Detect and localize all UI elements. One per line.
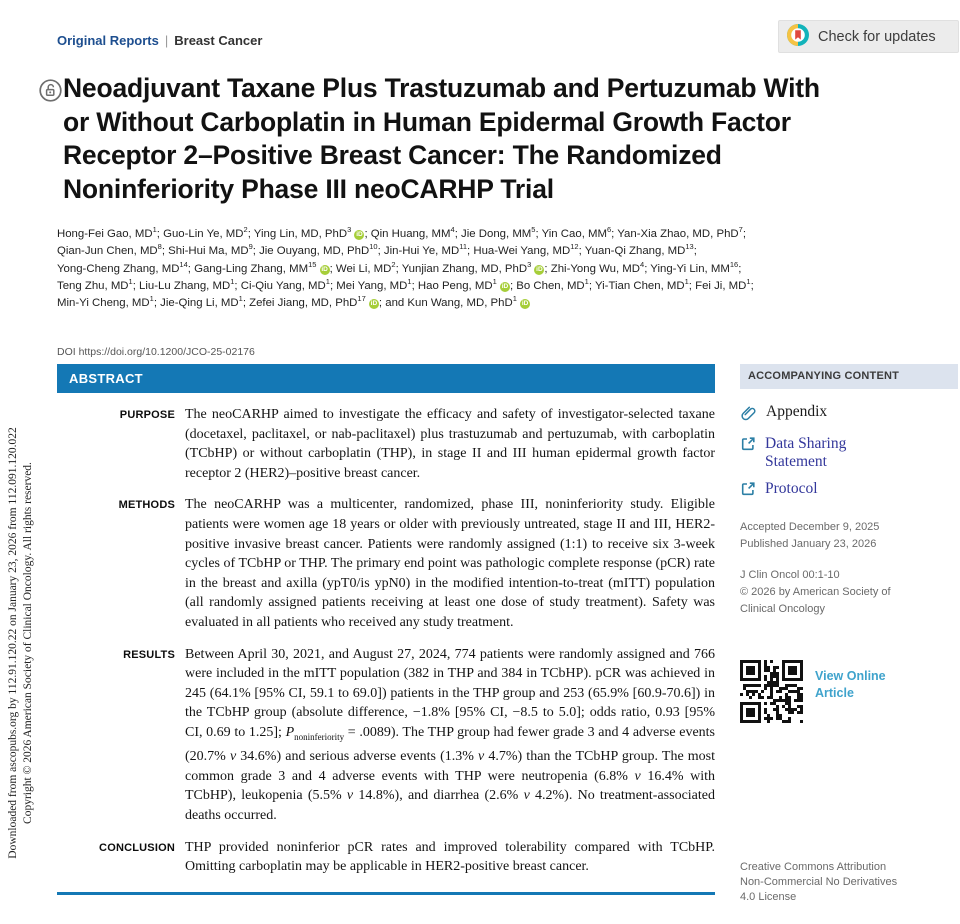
abstract-heading: ABSTRACT: [57, 364, 715, 393]
accompanying-content-sidebar: [740, 364, 958, 924]
check-for-updates-label: Check for updates: [818, 28, 936, 45]
accepted-date: Accepted December 9, 2025: [740, 521, 880, 533]
orcid-icon: iD: [370, 300, 378, 308]
citation-block: [740, 567, 958, 618]
check-for-updates-button[interactable]: [778, 20, 959, 53]
accompanying-links: [740, 403, 958, 502]
abstract-section-label: METHODS: [118, 499, 175, 512]
watermark-line-1: Downloaded from ascopubs.org by 112.91.120.22 on January 23, 2026 from 112.091.120.022: [7, 427, 19, 859]
protocol-label: Protocol: [765, 480, 818, 497]
paperclip-icon: [740, 403, 757, 426]
qr-block: [740, 660, 958, 728]
license-text: Creative Commons Attribution Non-Commercial No Derivatives 4.0 License: [740, 861, 898, 903]
copyright-line-2: Clinical Oncology: [740, 603, 825, 615]
abstract-section-text: Between April 30, 2021, and August 27, 2024, 774 patients were randomly assigned and 766 were included in the mITT population (382 in THP and 384 in TCbHP). pCR was achieved in 245 (64.1% [95% CI, 59.1 to 69.0]) patients in the THP group and 253 (65.9% [60.9-70.6]) in the TCbHP group (absolute difference, −1.8% [95% CI, −8.5 to 5.0]; odds ratio, 0.93 [95% CI, 0.69 to 1.25]; $P_{noninferiority} = .0089$). The THP group had fewer grade 3 and 4 adverse events (20.7% v 34.6%) and serious adverse events (1.3% v 4.7%) than the TCbHP group. The most common grade 3 and 4 adverse events with THP were neutropenia (6.8% v 16.4% with TCbHP), leukopenia (5.5% v 14.8%), and diarrhea (2.6% v 4.2%). No treatment-associated deaths occurred.: [185, 646, 716, 824]
orcid-icon: iD: [501, 282, 509, 290]
article-section-label: Original Reports: [57, 33, 159, 48]
article-title: Neoadjuvant Taxane Plus Trastuzumab and Pertuzumab With or Without Carboplatin in Human Epidermal Growth Factor Receptor 2–Positive Breast Cancer: The Randomized Noninferiority Phase III neoCARHP Trial: [63, 72, 923, 206]
orcid-icon: iD: [521, 300, 529, 308]
abstract-results-row: [57, 645, 715, 826]
published-date: Published January 23, 2026: [740, 538, 877, 550]
abstract-section-label: CONCLUSION: [99, 841, 175, 854]
doi-link[interactable]: DOI https://doi.org/10.1200/JCO-25-02176: [57, 346, 255, 358]
abstract-bottom-rule: [57, 892, 715, 895]
qr-code: [740, 660, 803, 728]
abstract-methods-row: [57, 495, 715, 632]
copyright-line-1: © 2026 by American Society of: [740, 586, 891, 598]
abstract-conclusion-row: [57, 838, 715, 877]
abstract-section-label: RESULTS: [123, 648, 175, 661]
abstract-section-text: The neoCARHP aimed to investigate the efficacy and safety of investigator-selected taxane (docetaxel, paclitaxel, or nab-paclitaxel) plus trastuzumab and pertuzumab, with carboplatin (TCbHP) or without carboplatin (THP), in stage II and III human epidermal growth factor receptor 2 (HER2)–positive breast cancer.: [185, 407, 715, 481]
orcid-icon: iD: [536, 265, 543, 273]
open-access-icon: [39, 77, 62, 111]
protocol-link[interactable]: [740, 480, 910, 502]
appendix-label: Appendix: [766, 403, 828, 420]
data-sharing-statement-link[interactable]: [740, 435, 910, 471]
abstract-section-label: PURPOSE: [119, 409, 175, 421]
external-link-icon: [740, 435, 756, 457]
abstract-section: [57, 364, 715, 895]
article-dates: [740, 519, 958, 553]
download-watermark: [6, 368, 36, 918]
orcid-icon: iD: [321, 265, 328, 273]
article-category-label: Breast Cancer: [174, 33, 263, 48]
appendix-link[interactable]: [740, 403, 910, 426]
view-online-article-link[interactable]: View Online Article: [815, 669, 886, 700]
abstract-purpose-row: [57, 405, 715, 483]
orcid-icon: iD: [356, 231, 363, 238]
article-type-bar: [57, 33, 262, 48]
watermark-line-2: Copyright © 2026 American Society of Clinical Oncology. All rights reserved.: [22, 462, 34, 824]
crossmark-icon: [786, 23, 810, 51]
author-list: Hong-Fei Gao, $MD^1$; Guo-Lin Ye, $MD^2$; Ying Lin, MD, PhD$^3$ iD ; Qin Huang, $MM^4$; Jie Dong, $MM^5$; Yin Cao, $MM^6$; Yan-Xia Zhao, MD, PhD$^7$; Qian-Jun Chen, $MD^8$; Shi-Hui Ma, $MD^9$; Jie Ouyang, MD, PhD$^{10}$; Jin-Hui Ye, MD$^{11}$; Hua-Wei Yang, MD$^{12}$; Yuan-Qi Zhang, MD$^{13}$; Yong-Cheng Zhang, MD$^{14}$; Gang-Ling Zhang, MM$^{15}$ iD ; Wei Li, $MD^2$; Yunjian Zhang, MD, PhD$^3$ iD ; Zhi-Yong Wu, $MD^4$; Ying-Yi Lin, MM$^{16}$; Teng Zhu, $MD^1$; Liu-Lu Zhang, $MD^1$; Ci-Qiu Yang, $MD^1$; Mei Yang, $MD^1$; Hao Peng, $MD^1$ iD ; Bo Chen, $MD^1$; Yi-Tian Chen, $MD^1$; Fei Ji, $MD^1$; Min-Yi Cheng, $MD^1$; Jie-Qing Li, $MD^1$; Zefei Jiang, MD, PhD$^{17}$ iD ; and Kun Wang, MD, PhD$^1$ iD: [57, 225, 754, 310]
journal-citation: J Clin Oncol 00:1-10: [740, 569, 840, 581]
accompanying-content-heading: ACCOMPANYING CONTENT: [740, 364, 958, 389]
data-sharing-statement-label: Data Sharing Statement: [765, 435, 847, 470]
abstract-section-text: THP provided noninferior pCR rates and improved tolerability compared with TCbHP. Omitting carboplatin may be applicable in HER2-positive breast cancer.: [185, 839, 715, 875]
external-link-icon: [740, 480, 756, 502]
abstract-section-text: The neoCARHP was a multicenter, randomized, phase III, noninferiority study. Eligible patients were women age 18 years or older with previously untreated, stage II and III, HER2-positive invasive breast cancer. Patients were randomly assigned (1:1) to receive six 3-week cycles of TCbHP or THP. The primary end point was pathologic complete response (pCR) rate in the breast and axilla (ypT0/is ypN0) in the modified intention-to-treat (mITT) population (all randomly assigned patients receiving at least one dose of study treatment). Safety was evaluated in all patients who received any study treatment.: [185, 497, 715, 630]
divider: |: [164, 33, 169, 48]
